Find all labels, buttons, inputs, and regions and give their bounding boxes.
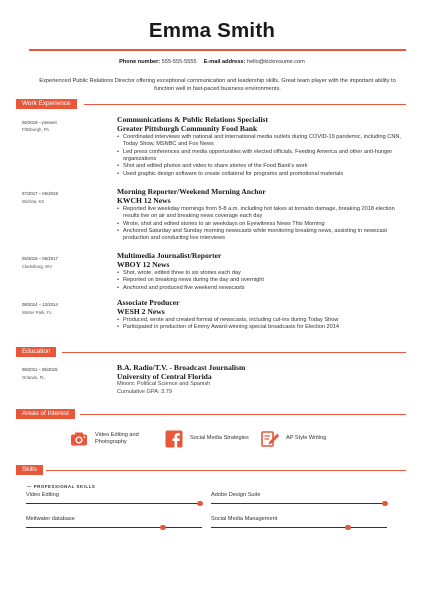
list-item: • Shot, wrote, edited three to six stories each day bbox=[117, 270, 407, 277]
skill-label: Social Media Management bbox=[211, 516, 278, 522]
summary-text: Experienced Public Relations Director offering exceptional communication and leadership skills. Great team player with the important ability to function well in fast-paced business environments. bbox=[39, 78, 396, 93]
phone-label: Phone number: bbox=[119, 59, 161, 65]
skill-bar bbox=[211, 503, 387, 504]
skill-level-marker bbox=[345, 525, 351, 531]
school-name: University of Central Florida bbox=[117, 371, 212, 381]
camera-icon bbox=[70, 430, 88, 448]
experience-1-location: Pittsburgh, PA bbox=[22, 127, 50, 132]
company-name: WBOY 12 News bbox=[117, 259, 170, 269]
skill-label: Video Editing bbox=[26, 492, 59, 498]
list-item: • Coordinated interviews with national and international media outlets during COVID-19 pandemic, including CNN, Today Show, MSNBC and Fox News bbox=[117, 134, 407, 149]
job-title: Morning Reporter/Weekend Morning Anchor bbox=[117, 187, 266, 196]
list-item: • Led press conferences and media opportunities with elected officials, Feeding America and other anti-hunger organizations bbox=[117, 149, 407, 164]
section-header-skills: Skills bbox=[16, 465, 43, 475]
experience-3-location: Clarksburg, WV bbox=[22, 264, 53, 269]
list-item: • Reported on breaking news during the day and overnight bbox=[117, 277, 407, 284]
skill-level-marker bbox=[160, 525, 166, 531]
list-item: • Wrote, shot and edited stories to air weekdays on Eyewitness News This Morning bbox=[117, 221, 407, 228]
email-value[interactable]: hello@kickresume.com bbox=[246, 59, 305, 65]
section-header-education: Education bbox=[16, 347, 56, 357]
list-item: • Shot and edited photos and video to share stories of the Food Bank's work bbox=[117, 163, 407, 170]
email-label: E-mail address: bbox=[203, 59, 246, 65]
list-item: • Anchored Saturday and Sunday morning newscasts while monitoring breaking news, assisting in newscast production and conducting live interviews bbox=[117, 228, 407, 243]
list-item: • Used graphic design software to create collateral for programs and promotional materials bbox=[117, 171, 407, 178]
experience-4-dates: 08/2014 – 12/2014 bbox=[22, 302, 58, 307]
experience-1 bbox=[117, 116, 407, 178]
list-item: • Reported live weekday mornings from 5-8 a.m. including hot takes at tornado damage, breaking 2018 election results live on air and breaking news coverage each day bbox=[117, 206, 407, 221]
section-rule bbox=[84, 104, 406, 105]
skill-level-marker bbox=[197, 501, 203, 507]
contact-line bbox=[0, 59, 424, 65]
skill-bar bbox=[26, 527, 202, 528]
job-title: Multimedia Journalist/Reporter bbox=[117, 251, 222, 260]
list-item: • Participated in production of Emmy Award-winning special broadcasts for Election 2014 bbox=[117, 324, 407, 331]
experience-2 bbox=[117, 188, 407, 243]
phone-value: 555-555-5555 bbox=[161, 59, 197, 65]
skill-meltwater-database bbox=[26, 516, 202, 528]
education-entry bbox=[117, 364, 407, 396]
company-name: WESH 2 News bbox=[117, 306, 165, 316]
interest-social-media bbox=[165, 430, 249, 448]
section-rule bbox=[80, 414, 406, 415]
list-item: • Produced, wrote and created format of newscasts, including cut-ins during Today Show bbox=[117, 317, 407, 324]
job-title: Communications & Public Relations Specialist bbox=[117, 115, 269, 124]
interest-ap-style bbox=[261, 430, 326, 448]
skill-label: Meltwater database bbox=[26, 516, 75, 522]
experience-2-location: Wichita, KS bbox=[22, 199, 45, 204]
company-name: Greater Pittsburgh Community Food Bank bbox=[117, 123, 258, 133]
education-dates: 08/2011 – 05/2015 bbox=[22, 367, 58, 372]
degree: B.A. Radio/T.V. - Broadcast Journalism bbox=[117, 363, 246, 372]
interest-video-editing bbox=[70, 430, 153, 448]
experience-2-dates: 07/2017 – 06/2019 bbox=[22, 191, 58, 196]
header-divider bbox=[29, 49, 406, 51]
experience-3-dates: 05/2015 – 06/2017 bbox=[22, 256, 58, 261]
skill-level-marker bbox=[382, 501, 388, 507]
facebook-icon bbox=[165, 430, 183, 448]
minors: Minors: Political Science and Spanish bbox=[117, 381, 211, 388]
experience-4 bbox=[117, 299, 407, 332]
skill-bar bbox=[211, 527, 387, 528]
section-rule bbox=[62, 352, 406, 353]
list-item: • Anchored and produced five weekend newscasts bbox=[117, 285, 407, 292]
skill-video-editing bbox=[26, 492, 202, 504]
experience-1-dates: 06/2019 – present bbox=[22, 120, 57, 125]
company-name: KWCH 12 News bbox=[117, 195, 171, 205]
pen-writing-icon bbox=[261, 430, 279, 448]
education-location: Orlando, FL bbox=[22, 375, 45, 380]
experience-3 bbox=[117, 252, 407, 292]
gpa: Cumulative GPA: 3.79 bbox=[117, 388, 172, 395]
interest-label: AP Style Writing bbox=[286, 435, 327, 442]
skill-label: Adobe Design Suite bbox=[211, 492, 261, 498]
section-rule bbox=[46, 470, 406, 471]
candidate-name: Emma Smith bbox=[148, 19, 276, 42]
skill-adobe-design-suite bbox=[211, 492, 387, 504]
interest-label: Video Editing and Photography bbox=[95, 431, 139, 445]
experience-4-location: Winter Park, FL bbox=[22, 310, 52, 315]
job-title: Associate Producer bbox=[117, 298, 180, 307]
skills-caption: — PROFESSIONAL SKILLS bbox=[27, 484, 96, 489]
section-header-areas-of-interest: Areas of Interest bbox=[16, 409, 75, 419]
skill-bar bbox=[26, 503, 202, 504]
section-header-work-experience: Work Experience bbox=[16, 99, 77, 109]
interest-label: Social Media Strategies bbox=[190, 435, 249, 442]
skill-social-media-management bbox=[211, 516, 387, 528]
